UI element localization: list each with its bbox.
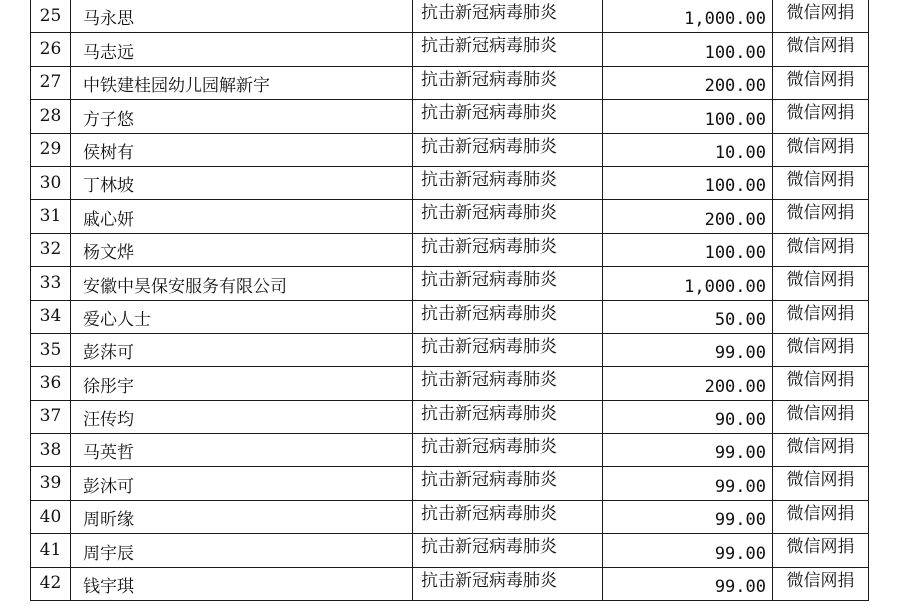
donation-amount: 100.00 [704, 109, 766, 130]
donation-amount-cell [603, 567, 773, 600]
donation-amount-cell [603, 66, 773, 99]
row-number: 25 [39, 5, 62, 26]
table-row [31, 200, 869, 233]
donation-amount-cell [603, 367, 773, 400]
table-row [31, 0, 869, 33]
donor-name-cell [71, 0, 413, 33]
donor-name-cell [71, 534, 413, 567]
row-number: 30 [39, 172, 62, 193]
row-number-cell [31, 367, 71, 400]
donor-name: 马英哲 [83, 443, 134, 464]
donor-name-cell [71, 467, 413, 500]
donation-purpose: 抗击新冠病毒肺炎 [421, 69, 557, 90]
donor-name: 彭莯可 [83, 343, 134, 364]
donor-name-cell [71, 100, 413, 133]
donation-amount-cell [603, 400, 773, 433]
donation-purpose-cell [413, 567, 603, 600]
row-number-cell [31, 534, 71, 567]
donor-name: 马永思 [83, 9, 134, 30]
donation-method-cell [773, 133, 869, 166]
donation-method-cell [773, 500, 869, 533]
donor-name-cell [71, 200, 413, 233]
donation-amount-cell [603, 267, 773, 300]
row-number: 35 [39, 339, 62, 360]
donation-purpose-cell [413, 66, 603, 99]
donation-method-cell [773, 0, 869, 33]
donation-purpose-cell [413, 100, 603, 133]
donation-purpose: 抗击新冠病毒肺炎 [421, 236, 557, 257]
donation-purpose-cell [413, 500, 603, 533]
donation-method: 微信网捐 [786, 537, 855, 558]
donation-amount: 200.00 [704, 209, 766, 230]
donation-table [30, 0, 869, 601]
donor-name-cell [71, 66, 413, 99]
donation-purpose-cell [413, 267, 603, 300]
donation-amount: 100.00 [704, 243, 766, 264]
donation-method-cell [773, 400, 869, 433]
donor-name-cell [71, 400, 413, 433]
table-row [31, 267, 869, 300]
donation-amount: 99.00 [714, 543, 766, 564]
table-row [31, 300, 869, 333]
table-row [31, 166, 869, 199]
table-row [31, 233, 869, 266]
donation-purpose: 抗击新冠病毒肺炎 [421, 336, 557, 357]
donation-purpose: 抗击新冠病毒肺炎 [421, 303, 557, 324]
donation-amount: 1,000.00 [684, 9, 766, 30]
donor-name-cell [71, 333, 413, 366]
row-number: 37 [39, 406, 62, 427]
donation-amount: 50.00 [714, 309, 766, 330]
row-number-cell [31, 434, 71, 467]
donation-purpose-cell [413, 400, 603, 433]
donation-method-cell [773, 333, 869, 366]
row-number: 31 [39, 206, 62, 227]
table-row [31, 534, 869, 567]
donation-amount: 99.00 [714, 343, 766, 364]
donation-purpose: 抗击新冠病毒肺炎 [421, 36, 557, 57]
donation-method: 微信网捐 [786, 570, 855, 591]
donation-method-cell [773, 33, 869, 66]
donor-name: 安徽中昊保安服务有限公司 [83, 276, 287, 297]
donation-method-cell [773, 467, 869, 500]
donation-method-cell [773, 233, 869, 266]
donation-purpose: 抗击新冠病毒肺炎 [421, 503, 557, 524]
donation-method: 微信网捐 [786, 270, 855, 291]
table-row [31, 100, 869, 133]
donation-purpose: 抗击新冠病毒肺炎 [421, 437, 557, 458]
row-number: 42 [39, 573, 62, 594]
donation-purpose-cell [413, 467, 603, 500]
donation-amount-cell [603, 233, 773, 266]
donation-purpose-cell [413, 0, 603, 33]
row-number: 39 [39, 473, 62, 494]
donation-method: 微信网捐 [786, 69, 855, 90]
donation-amount-cell [603, 133, 773, 166]
donation-purpose-cell [413, 300, 603, 333]
donation-purpose-cell [413, 333, 603, 366]
donation-purpose: 抗击新冠病毒肺炎 [421, 136, 557, 157]
donation-amount: 99.00 [714, 443, 766, 464]
donor-name-cell [71, 133, 413, 166]
row-number-cell [31, 267, 71, 300]
donor-name: 马志远 [83, 42, 134, 63]
donation-purpose-cell [413, 200, 603, 233]
donation-purpose-cell [413, 33, 603, 66]
donation-method: 微信网捐 [786, 336, 855, 357]
row-number: 33 [39, 272, 62, 293]
donation-method: 微信网捐 [786, 136, 855, 157]
row-number-cell [31, 133, 71, 166]
donation-amount-cell [603, 434, 773, 467]
row-number: 27 [39, 72, 62, 93]
row-number: 26 [39, 39, 62, 60]
donation-amount-cell [603, 0, 773, 33]
row-number: 28 [39, 105, 62, 126]
row-number: 36 [39, 372, 62, 393]
donor-name: 汪传均 [83, 410, 134, 431]
row-number: 29 [39, 139, 62, 160]
donor-name: 周宇辰 [83, 543, 134, 564]
row-number: 41 [39, 539, 62, 560]
donor-name: 丁林坡 [83, 176, 134, 197]
donation-method-cell [773, 567, 869, 600]
donation-amount-cell [603, 467, 773, 500]
donor-name: 侯树有 [83, 142, 134, 163]
table-row [31, 500, 869, 533]
donation-method-cell [773, 267, 869, 300]
donation-method-cell [773, 434, 869, 467]
donation-method: 微信网捐 [786, 236, 855, 257]
donation-amount-cell [603, 166, 773, 199]
row-number-cell [31, 166, 71, 199]
donation-amount: 100.00 [704, 176, 766, 197]
donation-method: 微信网捐 [786, 403, 855, 424]
donor-name-cell [71, 233, 413, 266]
table-row [31, 33, 869, 66]
donor-name: 方子悠 [83, 109, 134, 130]
table-row [31, 367, 869, 400]
row-number-cell [31, 500, 71, 533]
donation-purpose: 抗击新冠病毒肺炎 [421, 3, 557, 23]
table-row [31, 467, 869, 500]
donation-amount-cell [603, 333, 773, 366]
donation-amount: 99.00 [714, 577, 766, 598]
donation-method-cell [773, 534, 869, 567]
row-number-cell [31, 233, 71, 266]
donation-method: 微信网捐 [786, 103, 855, 124]
row-number: 34 [39, 306, 62, 327]
donation-purpose: 抗击新冠病毒肺炎 [421, 169, 557, 190]
donor-name: 徐彤宇 [83, 376, 134, 397]
donation-method-cell [773, 367, 869, 400]
row-number-cell [31, 333, 71, 366]
donation-purpose: 抗击新冠病毒肺炎 [421, 370, 557, 391]
row-number-cell [31, 100, 71, 133]
donor-name-cell [71, 434, 413, 467]
donation-method: 微信网捐 [786, 169, 855, 190]
row-number-cell [31, 467, 71, 500]
donation-purpose-cell [413, 233, 603, 266]
donor-name: 中铁建桂园幼儿园解新宇 [83, 76, 270, 97]
donation-purpose: 抗击新冠病毒肺炎 [421, 470, 557, 491]
donation-amount-cell [603, 500, 773, 533]
donation-method-cell [773, 300, 869, 333]
donation-purpose-cell [413, 534, 603, 567]
donation-method-cell [773, 166, 869, 199]
table-row [31, 434, 869, 467]
row-number-cell [31, 33, 71, 66]
donation-method-cell [773, 66, 869, 99]
donation-method: 微信网捐 [786, 203, 855, 224]
donation-amount-cell [603, 534, 773, 567]
donation-amount-cell [603, 300, 773, 333]
donation-purpose-cell [413, 434, 603, 467]
donor-name: 爱心人士 [83, 309, 151, 330]
donor-name-cell [71, 500, 413, 533]
donation-purpose: 抗击新冠病毒肺炎 [421, 403, 557, 424]
table-row [31, 66, 869, 99]
donation-method: 微信网捐 [786, 470, 855, 491]
row-number-cell [31, 200, 71, 233]
donation-amount-cell [603, 33, 773, 66]
donor-name-cell [71, 300, 413, 333]
donation-amount: 99.00 [714, 476, 766, 497]
donation-amount: 10.00 [714, 142, 766, 163]
donation-amount-cell [603, 200, 773, 233]
row-number-cell [31, 66, 71, 99]
donor-name: 戚心妍 [83, 209, 134, 230]
donor-name: 杨文烨 [83, 243, 134, 264]
table-row [31, 400, 869, 433]
donation-method: 微信网捐 [786, 3, 855, 23]
donor-name: 钱宇琪 [83, 577, 134, 598]
donation-amount: 99.00 [714, 510, 766, 531]
donor-name: 周昕缘 [83, 510, 134, 531]
table-row [31, 333, 869, 366]
donation-amount: 200.00 [704, 76, 766, 97]
row-number: 40 [39, 506, 62, 527]
donation-purpose: 抗击新冠病毒肺炎 [421, 570, 557, 591]
donation-purpose-cell [413, 133, 603, 166]
donor-name-cell [71, 166, 413, 199]
table-row [31, 567, 869, 600]
donation-purpose: 抗击新冠病毒肺炎 [421, 270, 557, 291]
row-number: 38 [39, 439, 62, 460]
donation-method: 微信网捐 [786, 303, 855, 324]
donation-purpose-cell [413, 367, 603, 400]
donation-purpose: 抗击新冠病毒肺炎 [421, 203, 557, 224]
donor-name-cell [71, 367, 413, 400]
donation-amount: 100.00 [704, 42, 766, 63]
donor-name-cell [71, 33, 413, 66]
donor-name-cell [71, 567, 413, 600]
donation-method: 微信网捐 [786, 503, 855, 524]
row-number-cell [31, 567, 71, 600]
row-number-cell [31, 0, 71, 33]
donation-method-cell [773, 100, 869, 133]
donor-name: 彭沐可 [83, 476, 134, 497]
row-number-cell [31, 300, 71, 333]
donor-name-cell [71, 267, 413, 300]
donation-amount: 1,000.00 [684, 276, 766, 297]
donation-amount-cell [603, 100, 773, 133]
table-body [31, 0, 869, 601]
donation-method: 微信网捐 [786, 437, 855, 458]
donation-method: 微信网捐 [786, 36, 855, 57]
donation-method: 微信网捐 [786, 370, 855, 391]
donation-purpose: 抗击新冠病毒肺炎 [421, 537, 557, 558]
row-number: 32 [39, 239, 62, 260]
donation-purpose-cell [413, 166, 603, 199]
donation-purpose: 抗击新冠病毒肺炎 [421, 103, 557, 124]
donation-amount: 90.00 [714, 410, 766, 431]
table-row [31, 133, 869, 166]
donation-method-cell [773, 200, 869, 233]
donation-amount: 200.00 [704, 376, 766, 397]
row-number-cell [31, 400, 71, 433]
